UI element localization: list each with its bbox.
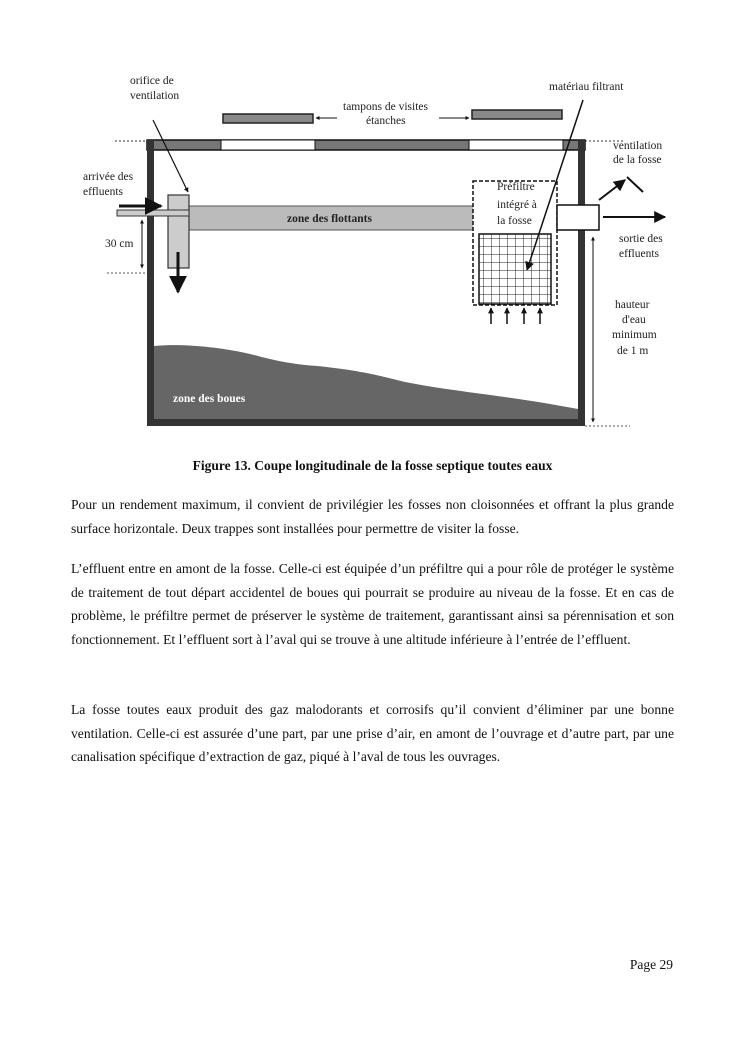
- visit-caps-label-2: étanches: [366, 115, 406, 127]
- page-number: Page 29: [629, 957, 673, 972]
- water-height-label-1: hauteur: [615, 299, 650, 311]
- figure-caption: Figure 13. Coupe longitudinale de la fosse septique toutes eaux: [192, 458, 553, 473]
- tank-vent-arrow: [599, 180, 625, 200]
- filter-grid: [479, 234, 551, 304]
- paragraph-1: Pour un rendement maximum, il convient de privilégier les fosses non cloisonnées et offrant la plus grande surface horizontale. Deux trappes sont installées pour permettre de visiter la fosse.: [71, 497, 674, 536]
- outlet-pipe: [557, 205, 599, 230]
- outlet-label-2: effluents: [619, 248, 660, 260]
- vent-orifice-label-2: ventilation: [130, 90, 180, 102]
- tank-bottom-wall: [147, 419, 585, 426]
- prefilter-label-3: la fosse: [497, 215, 532, 227]
- tank-vent-label-1: ventilation: [613, 140, 663, 152]
- water-height-label-3: minimum: [612, 329, 657, 341]
- tank-right-wall: [578, 140, 585, 426]
- vent-orifice-label-1: orifice de: [130, 75, 174, 87]
- sludge-zone: [154, 345, 578, 419]
- tank-vent-mark: [627, 177, 643, 192]
- filter-material-label: matériau filtrant: [549, 81, 624, 93]
- depth-label: 30 cm: [105, 238, 134, 250]
- septic-tank-figure: [75, 62, 680, 434]
- inlet-label-1: arrivée des: [83, 171, 134, 183]
- sludge-zone-label: zone des boues: [173, 393, 246, 405]
- prefilter-label-2: intégré à: [497, 199, 537, 211]
- paragraph-2: L’effluent entre en amont de la fosse. Celle-ci est équipée d’un préfiltre qui a pour rôle de protéger le système de traitement de tout départ accidentel de boues qui pourrait se produire au niveau de la fosse. Et en cas de problème, le préfiltre permet de préserver le système de traitement, garantissant ainsi sa pérennisation et son fonctionnement. Et l’effluent sort à l’aval qui se trouve à une altitude inférieure à l’entrée de l’effluent.: [71, 561, 674, 647]
- visit-opening-right: [469, 140, 563, 150]
- water-height-label-2: d'eau: [622, 314, 646, 326]
- tank-vent-label-2: de la fosse: [613, 154, 662, 166]
- visit-opening-left: [221, 140, 315, 150]
- tank-left-wall: [147, 140, 154, 426]
- visit-cap-left: [223, 114, 313, 123]
- visit-caps-label-1: tampons de visites: [343, 101, 428, 113]
- outlet-label-1: sortie des: [619, 233, 663, 245]
- inlet-label-2: effluents: [83, 186, 124, 198]
- vent-orifice-leader: [153, 120, 188, 192]
- floating-zone-label: zone des flottants: [287, 213, 372, 225]
- water-height-label-4: de 1 m: [617, 345, 649, 357]
- prefilter-label-1: Préfiltre: [497, 181, 535, 193]
- inlet-pipe-horizontal: [117, 210, 189, 216]
- paragraph-3: La fosse toutes eaux produit des gaz malodorants et corrosifs qu’il convient d’éliminer par une bonne ventilation. Celle-ci est assurée d’une part, par une prise d’air, en amont de l’ouvrage et d’autre part, par une canalisation spécifique d’extraction de gaz, piqué à l’aval de tous les ouvrages.: [71, 702, 674, 764]
- visit-cap-right: [472, 110, 562, 119]
